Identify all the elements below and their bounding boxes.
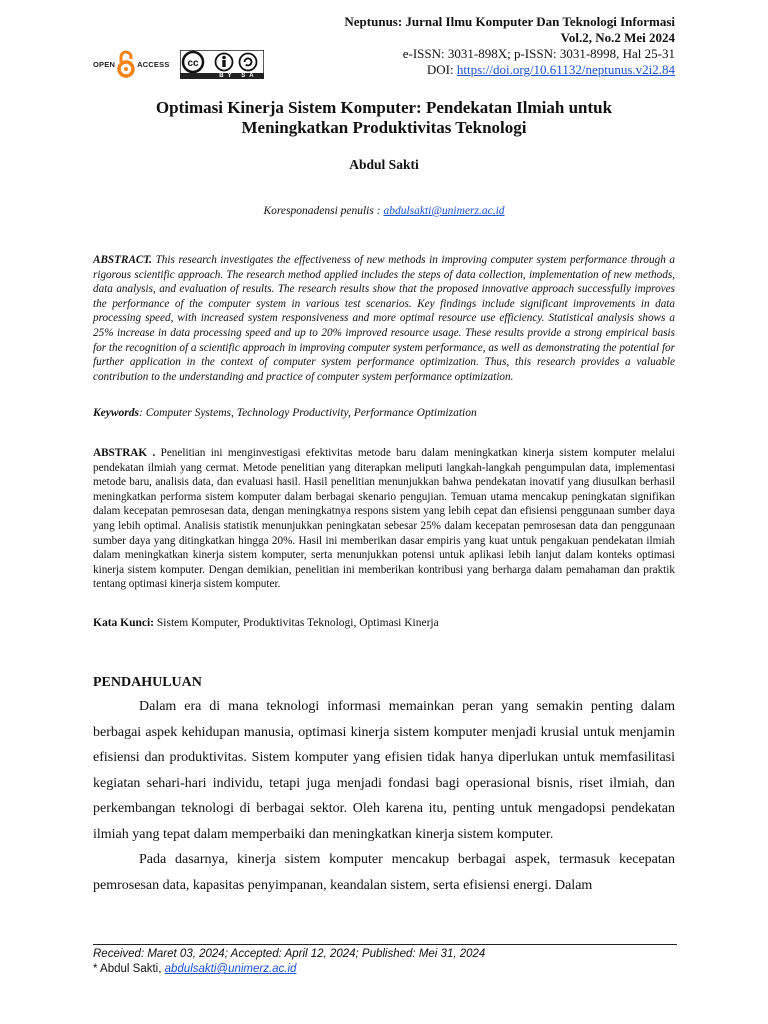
intro-paragraph-2: Pada dasarnya, kinerja sistem komputer mencakup berbagai aspek, termasuk kecepatan pemrosesan data, kapasitas penyimpanan, keandalan sistem, serta efisiensi energi. Dalam [93,852,675,893]
journal-info [344,14,675,78]
keywords-en-text: : Computer Systems, Technology Productivity, Performance Optimization [139,407,477,419]
open-access-right-text: ACCESS [137,59,170,69]
journal-title: Neptunus: Jurnal Ilmu Komputer Dan Teknologi Informasi [344,14,675,29]
correspondence [93,205,675,217]
correspondence-email[interactable]: abdulsakti@unimerz.ac.id [383,205,505,217]
footer-author-note [93,962,677,977]
open-access-left-text: OPEN [93,59,116,69]
abstract-english [93,253,675,384]
journal-issn: e-ISSN: 3031-898X; p-ISSN: 3031-8998, Hal 25-31 [402,46,675,61]
cc-by-label: BY [219,72,236,79]
footer-author-label: * Abdul Sakti, [93,963,165,975]
title-line-1: Optimasi Kinerja Sistem Komputer: Pendekatan Ilmiah untuk [155,98,613,117]
keywords-id-label: Kata Kunci: [93,617,155,629]
abstract-id-text: Penelitian ini menginvestigasi efektivitas metode baru dalam meningkatkan kinerja sistem komputer melalui pendekatan ilmiah yang cermat. Metode penelitian yang diterapkan meliputi langkah-langkah pengumpulan data, implementasi metode baru, analisis data, dan evaluasi hasil. Hasil penelitian menunjukkan bahwa pendekatan inovatif yang diusulkan berhasil meningkatkan performa sistem komputer dalam berbagai skenario pengujian. Temuan utama mencakup peningkatan signifikan dalam kecepatan pemrosesan data, dengan meningkatnya respons sistem yang lebih cepat dan efisiensi penggunaan sumber daya yang lebih optimal. Analisis statistik menunjukkan peningkatan sebesar 25% dalam kecepatan pemrosesan data dan penggunaan sumber daya yang ditingkatkan hingga 20%. Hasil ini memberikan dasar empiris yang kuat untuk pengakuan pendekatan ilmiah dalam meningkatkan kinerja sistem komputer, serta menunjukkan potensi untuk aplikasi lebih lanjut dalam konteks optimasi kinerja sistem komputer. Dengan demikian, penelitian ini memberikan kontribusi yang berharga dalam pemahaman dan praktik tentang optimasi kinerja sistem komputer. [93,447,675,591]
intro-paragraph-1: Dalam era di mana teknologi informasi memainkan peran yang semakin penting dalam berbagai aspek kehidupan manusia, optimasi kinerja sistem komputer menjadi krusial untuk menjamin efisiensi dan produktivitas. Sistem komputer yang efisien tidak hanya diperlukan untuk memfasilitasi kegiatan sehari-hari individu, tetapi juga menjadi fondasi bagi operasional bisnis, riset ilmiah, dan perkembangan teknologi di berbagai sektor. Oleh karena itu, penting untuk mengadopsi pendekatan ilmiah yang tepat dalam memperbaiki dan meningkatkan kinerja sistem komputer. [93,699,675,842]
abstract-id-label: ABSTRAK . [93,447,156,459]
cc-sa-label: SA [241,72,258,79]
keywords-en-label: Keywords [93,407,139,419]
correspondence-label: Koresponadensi penulis : [263,205,384,217]
cc-license-badge [180,50,264,79]
section-heading: PENDAHULUAN [93,675,202,690]
doi-label: DOI: [426,62,457,77]
cc-terms [180,73,264,79]
abstract-indonesian [93,446,675,592]
page-header [93,14,675,84]
doi-link[interactable]: https://doi.org/10.61132/neptunus.v2i2.84 [456,62,675,77]
footer-author-email[interactable]: abdulsakti@unimerz.ac.id [164,963,297,975]
paper-title [93,98,675,138]
keywords-indonesian [93,617,675,629]
cc-by-sa-icon [180,50,264,74]
open-access-logo [93,49,170,79]
abstract-en-text: This research investigates the effectiveness of new methods in improving computer system performance through a rigorous scientific approach. The research method applied includes the steps of data collection, implementation of new methods, data analysis, and evaluation of results. The research results show that the proposed innovative approach successfully improves the performance of the computer system in various test scenarios. Key findings include significant improvements in data processing speed, with increased system responsiveness and more optimal resource use efficiency. Statistical analysis shows a 25% increase in data processing speed and up to 20% improved resource usage. These results provide a strong empirical basis for the recognition of a scientific approach in improving computer system performance, as well as demonstrating the potential for further application in the context of computer system performance optimization. Thus, this research provides a valuable contribution to the understanding and practice of computer system performance optimization. [93,254,675,383]
journal-volume: Vol.2, No.2 Mei 2024 [560,30,675,45]
svg-text:cc: cc [186,57,199,69]
abstract-en-label: ABSTRACT. [93,254,152,266]
journal-doi [344,62,675,78]
footer-dates: Received: Maret 03, 2024; Accepted: April 12, 2024; Published: Mei 31, 2024 [93,948,486,960]
intro-body [93,694,675,898]
keywords-english [93,407,675,419]
keywords-id-text: Sistem Komputer, Produktivitas Teknologi, Optimasi Kinerja [154,617,439,629]
license-logos [93,46,264,82]
title-line-2: Meningkatkan Produktivitas Teknologi [241,118,527,137]
open-lock-icon [116,49,136,79]
author-name: Abdul Sakti [349,157,419,172]
page-footer [93,944,677,977]
